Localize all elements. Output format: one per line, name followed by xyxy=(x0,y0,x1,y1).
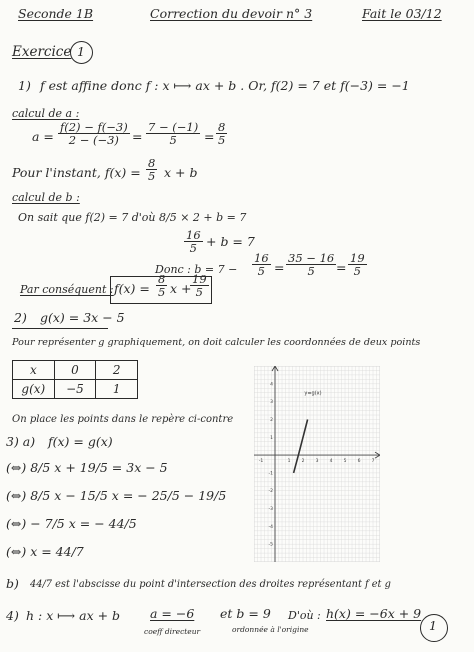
calc-a-fraction-3 xyxy=(216,121,227,146)
q3a-line-4: (⇔) x = 44/7 xyxy=(6,544,84,559)
calc-b-line-1: On sait que f(2) = 7 d'où 8/5 × 2 + b = 7 xyxy=(18,211,247,224)
q4-intercept-note: ordonnée à l'origine xyxy=(232,625,309,634)
instant-fraction xyxy=(146,157,157,182)
calc-b-label: calcul de b : xyxy=(12,191,80,204)
y-tick-label: -4 xyxy=(268,524,273,530)
y-tick-label: 1 xyxy=(270,435,273,441)
numerator: 19 xyxy=(192,272,207,286)
conclusion-middle: x + xyxy=(170,281,192,296)
denominator: 5 xyxy=(307,264,315,279)
y-tick-label: 2 xyxy=(270,417,273,423)
x-tick-label: 3 xyxy=(315,459,319,465)
conclusion-prefix: f(x) = xyxy=(114,281,150,296)
instant-text: Pour l'instant, f(x) = xyxy=(12,165,141,180)
y-tick-label: -3 xyxy=(268,507,273,513)
x-tick-label: 7 xyxy=(371,459,375,465)
table-cell: 0 xyxy=(54,361,96,380)
q3a-line-3: (⇔) − 7/5 x = − 44/5 xyxy=(6,516,137,531)
q3a-line-0: f(x) = g(x) xyxy=(48,434,113,449)
calc-b-line-2-tail: + b = 7 xyxy=(206,234,255,249)
q3a-label: 3) a) xyxy=(6,434,36,449)
plot-instruction: On place les points dans le repère ci-contre xyxy=(12,414,234,425)
class-label: Seconde 1B xyxy=(18,6,94,21)
q3a-line-2: (⇔) 8/5 x − 15/5 x = − 25/5 − 19/5 xyxy=(6,488,227,503)
conclusion-label: Par conséquent : xyxy=(20,283,114,296)
function-graph xyxy=(254,366,380,562)
exercise-heading: Exercice xyxy=(12,44,72,60)
instant-tail: x + b xyxy=(164,165,198,180)
q4-result: h(x) = −6x + 9 xyxy=(326,606,422,621)
q1-label: 1) xyxy=(18,78,31,93)
table-cell: −5 xyxy=(54,380,96,399)
table-row xyxy=(13,380,138,399)
calc-b-line-3-prefix: Donc : b = 7 − xyxy=(155,263,238,276)
q2-underline xyxy=(12,328,108,329)
table-cell: 1 xyxy=(96,380,138,399)
q4-slope: a = −6 xyxy=(150,606,195,621)
q2-function: g(x) = 3x − 5 xyxy=(40,310,125,325)
denominator: 5 xyxy=(195,285,203,300)
numerator: 7 − (−1) xyxy=(148,120,199,134)
q4-result-prefix: D'où : xyxy=(288,609,321,622)
conclusion-fraction-1 xyxy=(156,273,167,298)
table-cell: g(x) xyxy=(13,380,55,399)
calc-b-fraction-c xyxy=(348,252,367,277)
y-tick-label: -1 xyxy=(268,471,273,477)
page-title: Correction du devoir n° 3 xyxy=(150,6,313,21)
denominator: 5 xyxy=(158,285,166,300)
equals-sign: = xyxy=(132,129,143,144)
equals-sign: = xyxy=(336,260,347,275)
denominator: 2 − (−3) xyxy=(68,133,119,148)
numerator: f(2) − f(−3) xyxy=(60,120,128,134)
numerator: 8 xyxy=(218,120,226,134)
y-tick-label: 4 xyxy=(270,382,273,388)
y-tick-label: 3 xyxy=(270,400,273,406)
table-row xyxy=(13,361,138,380)
x-tick-label: 2 xyxy=(301,459,305,465)
equals-sign: = xyxy=(274,260,285,275)
q2-explanation: Pour représenter g graphiquement, on doit calculer les coordonnées de deux points xyxy=(12,337,421,348)
q1-statement: f est affine donc f : x ⟼ ax + b . Or, f(2) = 7 et f(−3) = −1 xyxy=(40,78,410,93)
table-cell: x xyxy=(13,361,55,380)
numerator: 8 xyxy=(158,272,166,286)
numerator: 16 xyxy=(254,251,269,265)
q2-label: 2) xyxy=(14,310,27,325)
y-tick-label: -2 xyxy=(268,489,273,495)
denominator: 5 xyxy=(169,133,177,148)
q4-slope-note: coeff directeur xyxy=(144,627,201,636)
x-tick-label: 6 xyxy=(357,459,361,465)
date-label: Fait le 03/12 xyxy=(362,6,442,21)
calc-b-fraction-16-5 xyxy=(184,229,203,254)
page-number: 1 xyxy=(429,618,437,633)
calc-b-fraction-b xyxy=(286,252,336,277)
calc-a-fraction-1 xyxy=(58,121,130,146)
calc-b-fraction-a xyxy=(252,252,271,277)
calc-a-fraction-2 xyxy=(146,121,200,146)
denominator: 5 xyxy=(189,241,197,256)
values-table xyxy=(12,360,138,399)
exercise-number: 1 xyxy=(77,44,85,59)
numerator: 16 xyxy=(186,228,201,242)
y-tick-label: -5 xyxy=(268,542,273,548)
x-tick-label: 5 xyxy=(343,459,347,465)
denominator: 5 xyxy=(353,264,361,279)
denominator: 5 xyxy=(148,169,156,184)
table-cell: 2 xyxy=(96,361,138,380)
numerator: 19 xyxy=(350,251,365,265)
denominator: 5 xyxy=(257,264,265,279)
numerator: 8 xyxy=(148,156,156,170)
numerator: 35 − 16 xyxy=(288,251,335,265)
q4-intercept: et b = 9 xyxy=(220,606,271,621)
x-tick-label: 1 xyxy=(287,459,291,465)
calc-a-label: calcul de a : xyxy=(12,107,80,120)
q3b-statement: 44/7 est l'abscisse du point d'intersection des droites représentant f et g xyxy=(30,579,391,590)
q3a-line-1: (⇔) 8/5 x + 19/5 = 3x − 5 xyxy=(6,460,168,475)
equals-sign: = xyxy=(204,129,215,144)
denominator: 5 xyxy=(218,133,226,148)
q4-label: 4) xyxy=(6,608,19,623)
x-tick-label: 4 xyxy=(329,459,333,465)
series-label: y=g(x) xyxy=(304,390,322,397)
conclusion-fraction-2 xyxy=(190,273,209,298)
q4-function: h : x ⟼ ax + b xyxy=(26,608,121,623)
x-tick-label: -1 xyxy=(258,459,264,465)
q3b-label: b) xyxy=(6,576,19,591)
calc-a-lhs: a = xyxy=(32,129,54,144)
